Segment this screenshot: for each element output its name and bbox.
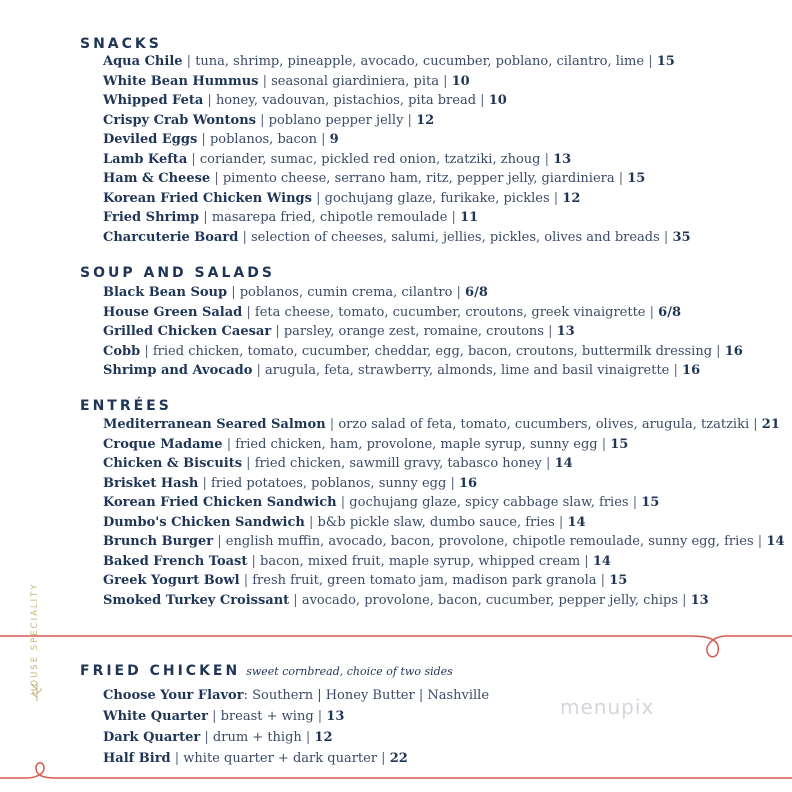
menu-item: Korean Fried Chicken Wings | gochujang glaze, furikake, pickles | 12 (103, 190, 581, 206)
menu-item: Deviled Eggs | poblanos, bacon | 9 (103, 132, 339, 147)
menu-item: Half Bird | white quarter + dark quarter | 22 (103, 751, 408, 766)
menu-item: Korean Fried Chicken Sandwich | gochujang glaze, spicy cabbage slaw, fries | 15 (103, 495, 660, 510)
menu-item: White Bean Hummus | seasonal giardiniera, pita | 10 (103, 73, 470, 89)
soup-salads-items (103, 283, 772, 381)
soup-salads-heading: SOUP AND SALADS (80, 265, 275, 281)
menu-item: Dumbo's Chicken Sandwich | b&b pickle slaw, dumbo sauce, fries | 14 (103, 514, 586, 530)
menu-item: Greek Yogurt Bowl | fresh fruit, green tomato jam, madison park granola | 15 (103, 573, 628, 588)
menu-item: Chicken & Biscuits | fried chicken, sawmill gravy, tabasco honey | 14 (103, 456, 573, 471)
flavor-choice: Choose Your Flavor: Southern | Honey Butter | Nashville (103, 688, 490, 703)
menu-item: Croque Madame | fried chicken, ham, provolone, maple syrup, sunny egg | 15 (103, 436, 629, 452)
snacks-items (103, 52, 772, 247)
menu-item: Dark Quarter | drum + thigh | 12 (103, 730, 333, 745)
fried-chicken-subtitle: sweet cornbread, choice of two sides (246, 665, 453, 678)
fried-chicken-items (103, 685, 772, 769)
menu-item: Lamb Kefta | coriander, sumac, pickled red onion, tzatziki, zhoug | 13 (103, 151, 572, 167)
menu-item: Aqua Chile | tuna, shrimp, pineapple, avocado, cucumber, poblano, cilantro, lime | 15 (103, 54, 675, 69)
house-speciality-tag: HOUSE SPECIALITY (30, 582, 40, 695)
menu-item: Fried Shrimp | masarepa fried, chipotle remoulade | 11 (103, 210, 479, 225)
menu-item: Ham & Cheese | pimento cheese, serrano ham, ritz, pepper jelly, giardiniera | 15 (103, 171, 646, 186)
menu-item: Mediterranean Seared Salmon | orzo salad of feta, tomato, cucumbers, olives, arugula, tzatziki | 21 (103, 417, 780, 432)
menu-item: Smoked Turkey Croissant | avocado, provolone, bacon, cucumber, pepper jelly, chips | 13 (103, 592, 709, 608)
entrees-heading: ENTRÉES (80, 398, 172, 414)
menu-item: Whipped Feta | honey, vadouvan, pistachios, pita bread | 10 (103, 93, 507, 108)
sprig-icon (30, 681, 44, 703)
menu-item: Charcuterie Board | selection of cheeses, salumi, jellies, pickles, olives and breads | 35 (103, 229, 691, 245)
fried-chicken-heading (80, 663, 453, 679)
menu-item: Shrimp and Avocado | arugula, feta, strawberry, almonds, lime and basil vinaigrette | 16 (103, 363, 701, 378)
fried-chicken-title: FRIED CHICKEN (80, 663, 241, 679)
entrees-items (103, 415, 785, 610)
menu-item: House Green Salad | feta cheese, tomato, cucumber, croutons, greek vinaigrette | 6/8 (103, 304, 681, 320)
menu-item: Cobb | fried chicken, tomato, cucumber, cheddar, egg, bacon, croutons, buttermilk dressing | 16 (103, 343, 743, 359)
menu-item: Baked French Toast | bacon, mixed fruit, maple syrup, whipped cream | 14 (103, 553, 611, 569)
menu-item: Crispy Crab Wontons | poblano pepper jelly | 12 (103, 112, 435, 128)
menu-item: White Quarter | breast + wing | 13 (103, 709, 345, 724)
menu-item: Black Bean Soup | poblanos, cumin crema, cilantro | 6/8 (103, 285, 488, 300)
menu-item: Grilled Chicken Caesar | parsley, orange zest, romaine, croutons | 13 (103, 324, 575, 339)
snacks-heading: SNACKS (80, 36, 162, 52)
watermark: menupix (560, 695, 655, 719)
menu-item: Brisket Hash | fried potatoes, poblanos, sunny egg | 16 (103, 475, 478, 491)
menu-item: Brunch Burger | english muffin, avocado, bacon, provolone, chipotle remoulade, sunny egg, fries | 14 (103, 534, 785, 549)
